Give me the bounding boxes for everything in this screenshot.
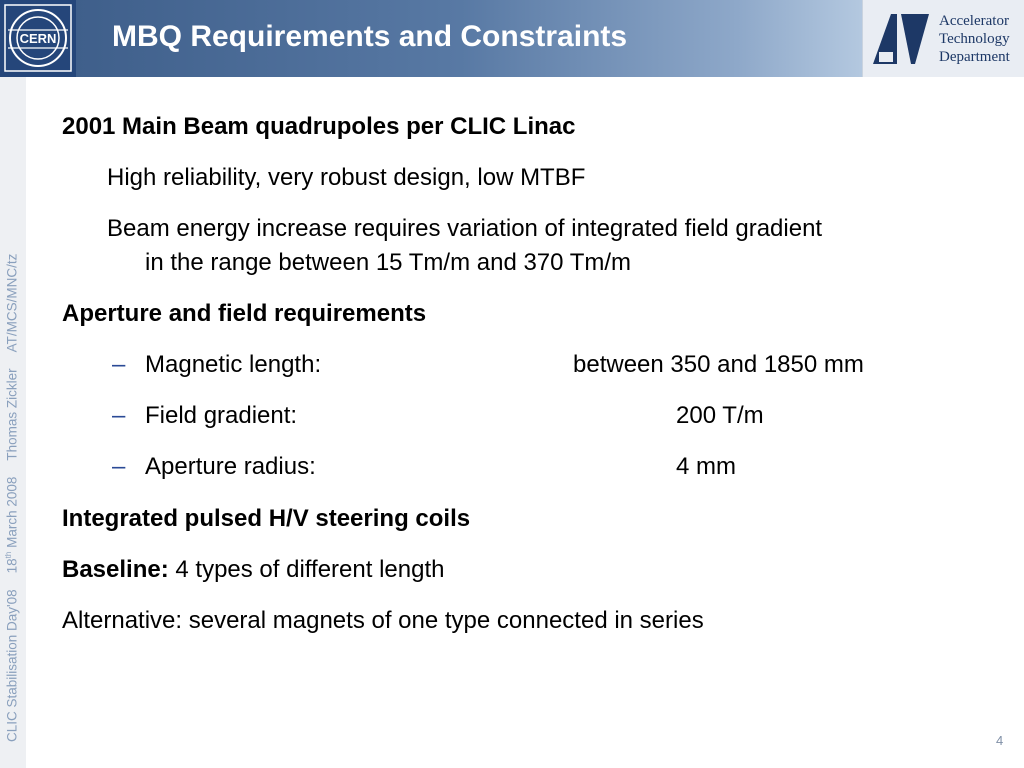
item-label-field-gradient: Field gradient:: [145, 402, 298, 429]
slide-header: [0, 0, 1024, 77]
baseline-text: 4 types of different length: [168, 556, 445, 583]
dash-bullet: –: [112, 351, 126, 378]
department-line: Technology: [939, 31, 1010, 47]
sidebar-author: Thomas Zickler: [4, 368, 20, 461]
sidebar-date-day: 18: [4, 558, 20, 574]
cern-logo: [0, 0, 76, 77]
alternative-line: Alternative: several magnets of one type connected in series: [62, 607, 704, 634]
dash-bullet: –: [112, 402, 126, 429]
dash-bullet: –: [112, 453, 126, 480]
heading-steering-coils: Integrated pulsed H/V steering coils: [62, 505, 471, 532]
heading-aperture: Aperture and field requirements: [62, 300, 427, 327]
sidebar-date-rest: March 2008: [4, 476, 20, 552]
item-label-magnetic-length: Magnetic length:: [145, 351, 322, 378]
bullet-energy-line2: in the range between 15 Tm/m and 370 Tm/m: [145, 249, 632, 276]
department-line: Department: [939, 49, 1010, 65]
cern-logo-icon: [4, 4, 72, 72]
sidebar-footer-text: [4, 254, 20, 742]
heading-quadrupoles: 2001 Main Beam quadrupoles per CLIC Linac: [62, 113, 576, 140]
department-logo: [862, 0, 1024, 77]
sidebar-date-suffix: th: [4, 551, 13, 559]
item-value-magnetic-length: between 350 and 1850 mm: [573, 351, 864, 378]
at-logo-icon: [871, 12, 931, 68]
sidebar-event: CLIC Stabilisation Day'08: [4, 589, 20, 742]
item-value-aperture-radius: 4 mm: [676, 453, 736, 480]
baseline-line: [62, 556, 444, 584]
department-name: [939, 12, 1010, 66]
cern-logo-text: CERN: [19, 31, 57, 46]
item-value-field-gradient: 200 T/m: [676, 402, 764, 429]
sidebar-group: AT/MCS/MNC/tz: [4, 253, 20, 353]
bullet-energy-line1: Beam energy increase requires variation of integrated field gradient: [107, 215, 823, 242]
page-number: 4: [996, 733, 1004, 748]
department-line: Accelerator: [939, 13, 1009, 29]
item-label-aperture-radius: Aperture radius:: [145, 453, 316, 480]
slide-title: MBQ Requirements and Constraints: [112, 20, 628, 53]
baseline-label: Baseline:: [62, 556, 169, 583]
bullet-reliability: High reliability, very robust design, low MTBF: [107, 164, 586, 191]
